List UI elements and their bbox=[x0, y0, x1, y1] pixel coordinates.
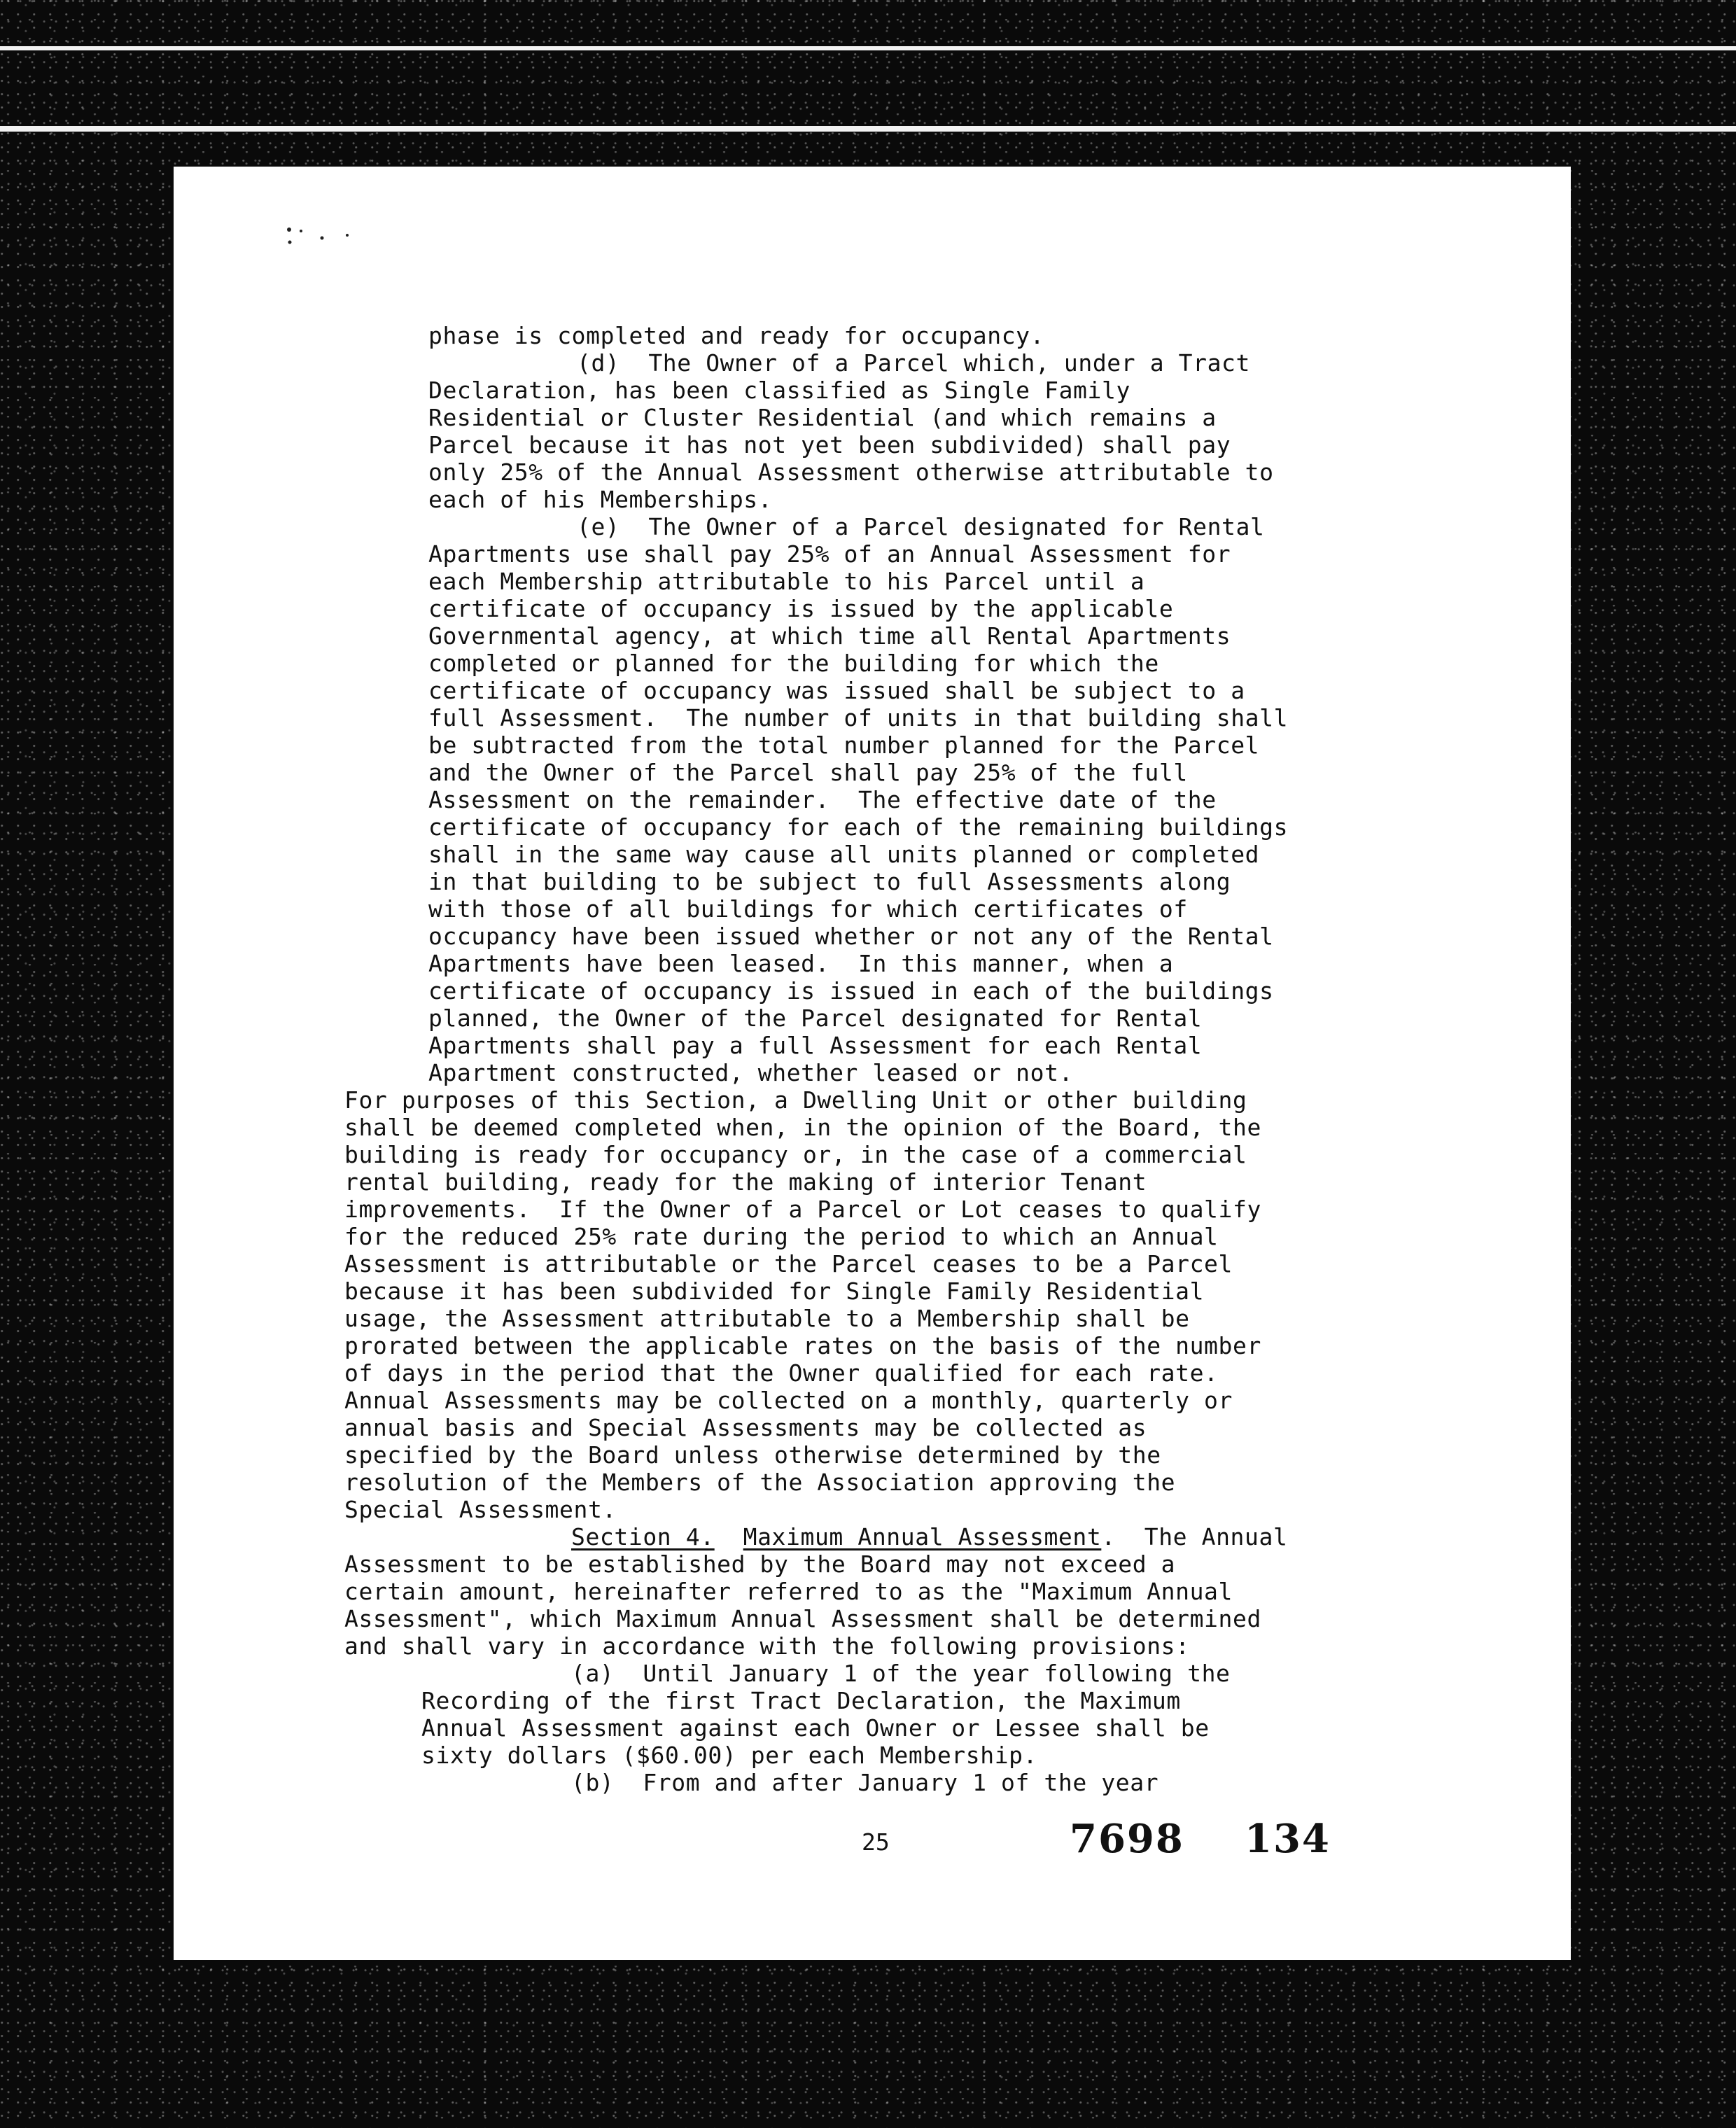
section-number: Section 4. bbox=[571, 1523, 715, 1550]
text-line: completed or planned for the building for which the bbox=[428, 650, 1159, 677]
text-line: Assessment to be established by the Board may not exceed a bbox=[344, 1550, 1176, 1578]
text-line: (e) The Owner of a Parcel designated for Rental bbox=[577, 513, 1265, 540]
text-line: Declaration, has been classified as Single Family bbox=[428, 377, 1130, 404]
text-line: prorated between the applicable rates on the basis of the number bbox=[344, 1332, 1261, 1359]
recording-stamp-page: 134 bbox=[1245, 1816, 1331, 1862]
text-line: Recording of the first Tract Declaration, the Maximum bbox=[421, 1687, 1181, 1714]
text-line: (d) The Owner of a Parcel which, under a Tract bbox=[577, 349, 1250, 377]
text-line: certificate of occupancy was issued shall be subject to a bbox=[428, 677, 1245, 704]
text-line: shall be deemed completed when, in the opinion of the Board, the bbox=[344, 1114, 1261, 1141]
text-line: Apartments use shall pay 25% of an Annual Assessment for bbox=[428, 540, 1231, 568]
text-line: in that building to be subject to full Assessments along bbox=[428, 868, 1231, 895]
text-line: Assessment is attributable or the Parcel ceases to be a Parcel bbox=[344, 1250, 1233, 1278]
text-line: only 25% of the Annual Assessment otherwise attributable to bbox=[428, 458, 1274, 486]
text-line: rental building, ready for the making of interior Tenant bbox=[344, 1168, 1147, 1196]
text-line: Annual Assessments may be collected on a monthly, quarterly or bbox=[344, 1387, 1233, 1414]
text-line: certificate of occupancy for each of the remaining buildings bbox=[428, 813, 1289, 841]
text-line: of days in the period that the Owner qualified for each rate. bbox=[344, 1359, 1219, 1387]
scan-edge-line-second bbox=[0, 126, 1736, 132]
text-line: annual basis and Special Assessments may be collected as bbox=[344, 1414, 1147, 1441]
text-line: improvements. If the Owner of a Parcel or Lot ceases to qualify bbox=[344, 1196, 1261, 1223]
section-heading-tail: . The Annual bbox=[1101, 1523, 1288, 1550]
text-line: certificate of occupancy is issued by the applicable bbox=[428, 595, 1174, 622]
text-line: certificate of occupancy is issued in each of the buildings bbox=[428, 977, 1274, 1004]
text-line: usage, the Assessment attributable to a Membership shall be bbox=[344, 1305, 1190, 1332]
text-line: and shall vary in accordance with the following provisions: bbox=[344, 1632, 1190, 1660]
text-line: (a) Until January 1 of the year following the bbox=[571, 1660, 1231, 1687]
text-line: occupancy have been issued whether or not any of the Rental bbox=[428, 923, 1274, 950]
text-line: sixty dollars ($60.00) per each Membership. bbox=[421, 1742, 1038, 1769]
text-line: with those of all buildings for which certificates of bbox=[428, 895, 1188, 923]
text-line: certain amount, hereinafter referred to as the "Maximum Annual bbox=[344, 1578, 1233, 1605]
text-line: because it has been subdivided for Single Family Residential bbox=[344, 1278, 1205, 1305]
text-line: specified by the Board unless otherwise determined by the bbox=[344, 1441, 1161, 1469]
text-line: resolution of the Members of the Association approving the bbox=[344, 1469, 1176, 1496]
page-number: 25 bbox=[862, 1828, 890, 1856]
text-line: for the reduced 25% rate during the period to which an Annual bbox=[344, 1223, 1219, 1250]
section-title: Maximum Annual Assessment bbox=[743, 1523, 1102, 1550]
text-line: full Assessment. The number of units in that building shall bbox=[428, 704, 1289, 732]
text-line: each Membership attributable to his Parcel until a bbox=[428, 568, 1145, 595]
text-line: shall in the same way cause all units planned or completed bbox=[428, 841, 1260, 868]
text-line: Special Assessment. bbox=[344, 1496, 617, 1523]
text-line: be subtracted from the total number planned for the Parcel bbox=[428, 732, 1260, 759]
text-line: Apartment constructed, whether leased or not. bbox=[428, 1059, 1074, 1086]
document-page bbox=[174, 167, 1571, 1960]
text-line: phase is completed and ready for occupancy. bbox=[428, 322, 1045, 349]
text-line: Assessment on the remainder. The effective date of the bbox=[428, 786, 1217, 813]
text-line: Assessment", which Maximum Annual Assessment shall be determined bbox=[344, 1605, 1261, 1632]
document-body bbox=[174, 167, 1571, 1960]
recording-stamp-book: 7698 bbox=[1070, 1816, 1184, 1862]
text-line: Annual Assessment against each Owner or Lessee shall be bbox=[421, 1714, 1210, 1742]
text-line: Apartments have been leased. In this manner, when a bbox=[428, 950, 1174, 977]
text-line: planned, the Owner of the Parcel designated for Rental bbox=[428, 1004, 1203, 1032]
text-line: (b) From and after January 1 of the year bbox=[571, 1769, 1159, 1796]
text-line: Residential or Cluster Residential (and which remains a bbox=[428, 404, 1217, 431]
text-line: For purposes of this Section, a Dwelling Unit or other building bbox=[344, 1086, 1247, 1114]
scan-edge-line-top bbox=[0, 46, 1736, 50]
text-line: Apartments shall pay a full Assessment for each Rental bbox=[428, 1032, 1203, 1059]
text-line: and the Owner of the Parcel shall pay 25% of the full bbox=[428, 759, 1188, 786]
text-line: building is ready for occupancy or, in the case of a commercial bbox=[344, 1141, 1247, 1168]
text-line: Parcel because it has not yet been subdivided) shall pay bbox=[428, 431, 1231, 458]
section-4-heading-line bbox=[571, 1523, 1287, 1550]
text-line: each of his Memberships. bbox=[428, 486, 773, 513]
text-line: Governmental agency, at which time all Rental Apartments bbox=[428, 622, 1231, 650]
